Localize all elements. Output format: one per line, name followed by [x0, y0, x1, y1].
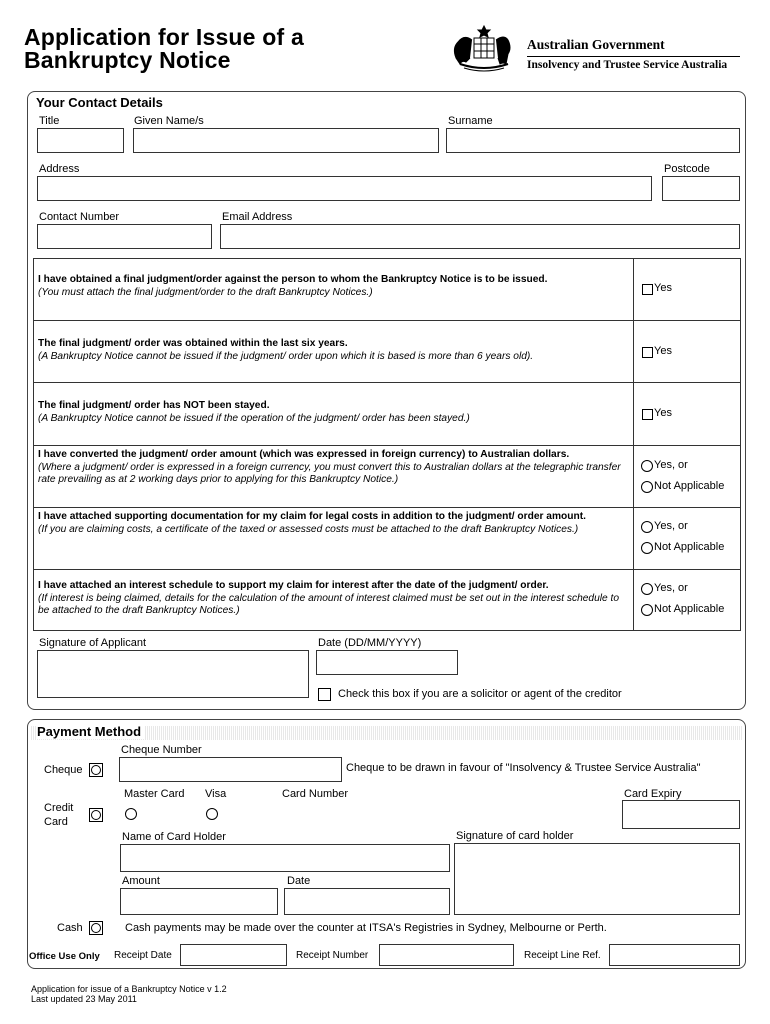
yes-label: Yes, or	[654, 459, 688, 471]
declaration-options	[633, 508, 741, 569]
agency-name: Insolvency and Trustee Service Australia	[527, 59, 728, 71]
address-field[interactable]	[37, 176, 652, 201]
credit-card-label-line2: Card	[44, 816, 68, 828]
form-title	[24, 26, 304, 72]
declaration-options	[633, 321, 741, 382]
email-field[interactable]	[220, 224, 740, 249]
not-applicable-radio[interactable]	[641, 604, 653, 616]
not-applicable-radio[interactable]	[641, 542, 653, 554]
declaration-options	[633, 258, 741, 320]
visa-radio[interactable]	[206, 808, 218, 820]
not-applicable-label: Not Applicable	[654, 480, 725, 492]
declaration-options	[633, 570, 741, 631]
postcode-label: Postcode	[664, 163, 710, 175]
solicitor-checkbox[interactable]	[318, 688, 331, 701]
form-title-line1: Application for Issue of a	[24, 24, 304, 50]
declaration-italic: (If interest is being claimed, details for the calculation of the amount of interest claimed must be set out in the interest schedule to be attached to the draft Bankruptcy Notices.)	[38, 592, 619, 616]
declaration-italic: (Where a judgment/ order is expressed in a foreign currency, you must convert this to Australian dollars at the telegraphic transfer rate prevailing as at 2 working days prior to applying for this Bankruptcy Notice.)	[38, 461, 621, 485]
email-label: Email Address	[222, 211, 293, 223]
not-applicable-label: Not Applicable	[654, 541, 725, 553]
credit-card-label	[44, 801, 73, 829]
receipt-line-label: Receipt Line Ref.	[524, 950, 601, 961]
yes-checkbox[interactable]	[642, 409, 653, 420]
master-card-label: Master Card	[124, 788, 185, 800]
signature-field[interactable]	[37, 650, 309, 698]
declaration-row	[33, 382, 741, 445]
header-divider	[527, 56, 740, 57]
receipt-number-label: Receipt Number	[296, 950, 369, 961]
declaration-italic: (A Bankruptcy Notice cannot be issued if the operation of the judgment/ order has been stayed.)	[38, 412, 470, 424]
payment-section-title: Payment Method	[37, 724, 145, 739]
not-applicable-label: Not Applicable	[654, 603, 725, 615]
receipt-line-field[interactable]	[609, 944, 740, 966]
title-label: Title	[39, 115, 60, 127]
declaration-italic: (You must attach the final judgment/order to the draft Bankruptcy Notices.)	[38, 286, 373, 298]
declaration-text	[38, 400, 623, 425]
cheque-label: Cheque	[44, 764, 83, 776]
gov-name: Australian Government	[527, 37, 665, 52]
signature-label: Signature of Applicant	[39, 637, 147, 649]
yes-checkbox[interactable]	[642, 284, 653, 295]
cheque-number-field[interactable]	[119, 757, 342, 782]
declaration-bold: I have attached an interest schedule to support my claim for interest after the date of the judgment/ order.	[38, 580, 549, 591]
yes-label: Yes, or	[654, 582, 688, 594]
amount-field[interactable]	[120, 888, 278, 915]
footer-version: Application for issue of a Bankruptcy Notice v 1.2	[31, 984, 227, 994]
postcode-field[interactable]	[662, 176, 740, 201]
yes-radio[interactable]	[641, 583, 653, 595]
declaration-text	[38, 511, 623, 536]
contact-number-field[interactable]	[37, 224, 212, 249]
contact-number-label: Contact Number	[39, 211, 120, 223]
receipt-date-label: Receipt Date	[114, 950, 172, 961]
card-holder-signature-label: Signature of card holder	[456, 830, 574, 842]
visa-label: Visa	[205, 788, 227, 800]
payment-date-field[interactable]	[284, 888, 450, 915]
card-holder-label: Name of Card Holder	[122, 831, 226, 843]
address-label: Address	[39, 163, 80, 175]
declaration-text	[38, 580, 623, 618]
solicitor-check-label: Check this box if you are a solicitor or agent of the creditor	[338, 688, 622, 700]
declaration-text	[38, 274, 623, 299]
cash-note: Cash payments may be made over the counter at ITSA's Registries in Sydney, Melbourne or Perth.	[125, 922, 607, 934]
yes-label: Yes, or	[654, 520, 688, 532]
declaration-text	[38, 449, 623, 487]
declaration-options	[633, 446, 741, 507]
declaration-italic: (A Bankruptcy Notice cannot be issued if the judgment/ order upon which it is based is more than 6 years old).	[38, 350, 534, 362]
title-field[interactable]	[37, 128, 124, 153]
master-card-radio[interactable]	[125, 808, 137, 820]
cheque-radio[interactable]	[89, 763, 103, 777]
coat-of-arms-icon	[446, 22, 522, 74]
footer-updated: Last updated 23 May 2011	[31, 993, 137, 1004]
declaration-row	[33, 569, 741, 631]
surname-field[interactable]	[446, 128, 740, 153]
declaration-text	[38, 338, 623, 363]
cash-label: Cash	[57, 922, 83, 934]
declaration-bold: I have obtained a final judgment/order against the person to whom the Bankruptcy Notice is to be issued.	[38, 274, 548, 285]
declaration-bold: I have attached supporting documentation for my claim for legal costs in addition to the judgment/ order amount.	[38, 511, 586, 522]
cheque-note: Cheque to be drawn in favour of "Insolvency & Trustee Service Australia"	[346, 762, 701, 774]
yes-checkbox[interactable]	[642, 347, 653, 358]
declaration-row	[33, 445, 741, 507]
declaration-bold: The final judgment/ order was obtained within the last six years.	[38, 338, 348, 349]
yes-label: Yes	[654, 282, 672, 294]
declaration-row	[33, 258, 741, 320]
date-field[interactable]	[316, 650, 458, 675]
cash-radio[interactable]	[89, 921, 103, 935]
date-label: Date (DD/MM/YYYY)	[318, 637, 422, 649]
receipt-number-field[interactable]	[379, 944, 514, 966]
footer	[31, 985, 227, 1004]
payment-date-label: Date	[287, 875, 311, 887]
credit-card-radio[interactable]	[89, 808, 103, 822]
declaration-italic: (If you are claiming costs, a certificate of the taxed or assessed costs must be attached to the draft Bankruptcy Notices.)	[38, 523, 579, 535]
card-expiry-field[interactable]	[622, 800, 740, 829]
declaration-row	[33, 320, 741, 382]
credit-card-label-line1: Credit	[44, 802, 74, 814]
yes-label: Yes	[654, 345, 672, 357]
contact-section-title: Your Contact Details	[36, 95, 163, 110]
card-expiry-label: Card Expiry	[624, 788, 682, 800]
surname-label: Surname	[448, 115, 493, 127]
declaration-options	[633, 383, 741, 445]
receipt-date-field[interactable]	[180, 944, 287, 966]
office-use-label: Office Use Only	[29, 951, 100, 962]
not-applicable-radio[interactable]	[641, 481, 653, 493]
yes-label: Yes	[654, 407, 672, 419]
declaration-bold: I have converted the judgment/ order amount (which was expressed in foreign currency) to Australian dollars.	[38, 449, 570, 460]
form-title-line2: Bankruptcy Notice	[24, 47, 231, 73]
card-holder-signature-field[interactable]	[454, 843, 740, 915]
yes-radio[interactable]	[641, 521, 653, 533]
declaration-bold: The final judgment/ order has NOT been stayed.	[38, 400, 270, 411]
card-number-label: Card Number	[282, 788, 349, 800]
cheque-number-label: Cheque Number	[121, 744, 202, 756]
given-names-label: Given Name/s	[134, 115, 204, 127]
card-holder-field[interactable]	[120, 844, 450, 872]
declaration-row	[33, 507, 741, 569]
amount-label: Amount	[122, 875, 160, 887]
given-names-field[interactable]	[133, 128, 439, 153]
yes-radio[interactable]	[641, 460, 653, 472]
